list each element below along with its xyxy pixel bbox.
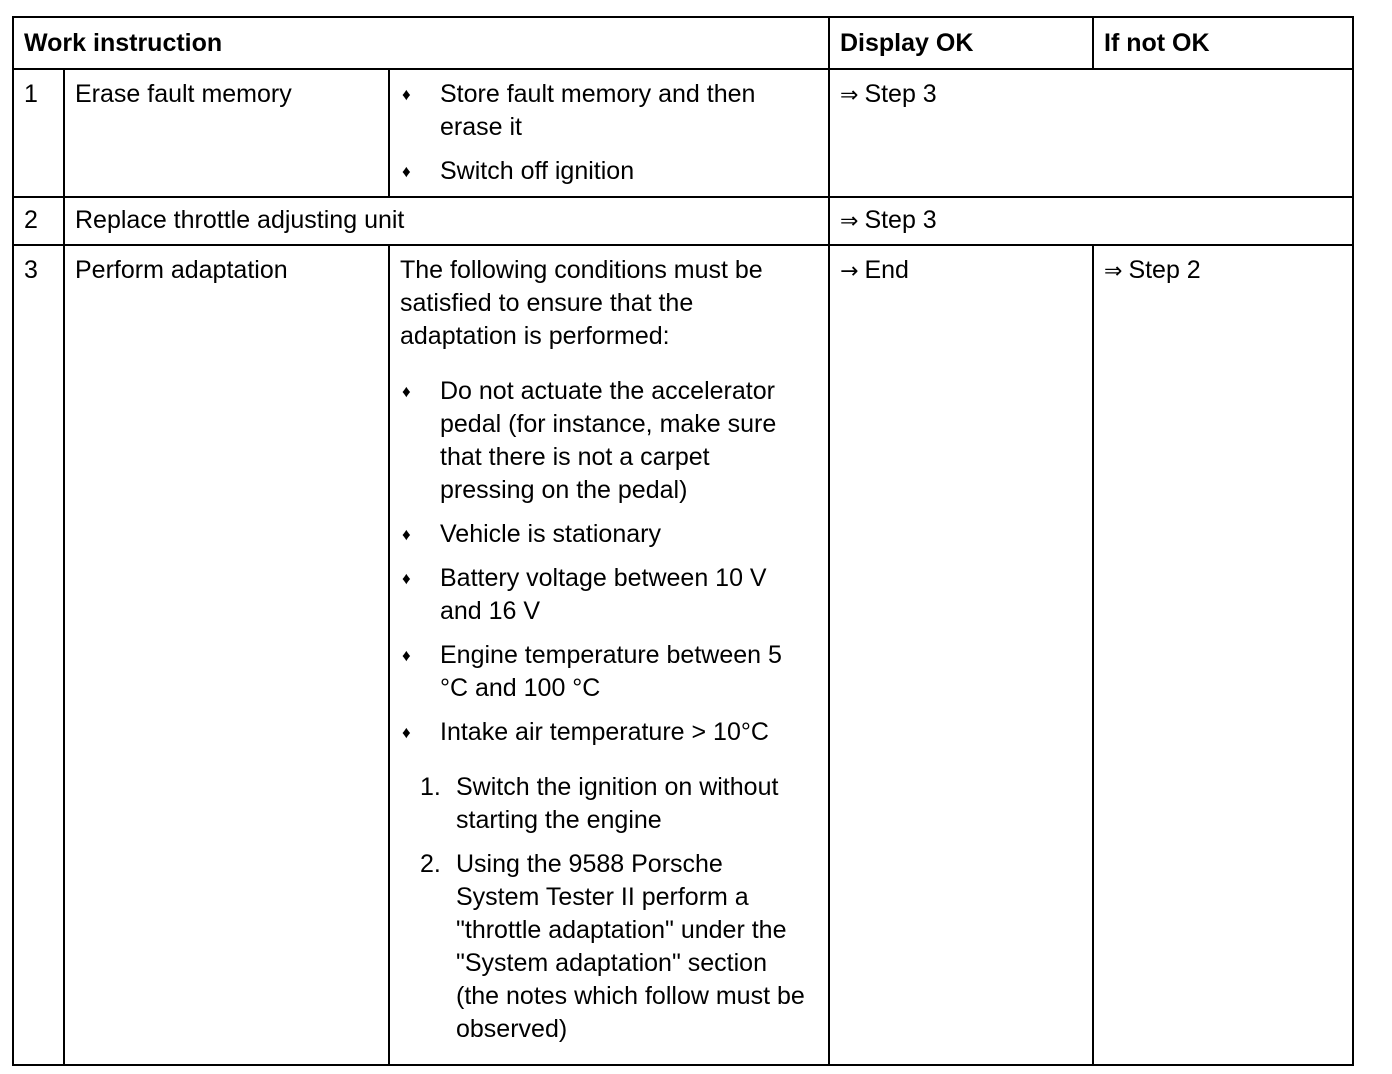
condition-text: Do not actuate the accelerator pedal (for instance, make sure that there is not a carpet pressing on the pedal) [440, 377, 777, 504]
diamond-bullet-icon: ♦ [402, 162, 411, 181]
list-item [400, 716, 810, 749]
table-row-step-3 [13, 245, 1353, 1065]
condition-text: Engine temperature between 5 °C and 100 °C [440, 641, 782, 702]
diamond-bullet-icon: ♦ [402, 569, 411, 588]
step-number: 2 [13, 197, 64, 245]
header-display-ok: Display OK [829, 17, 1093, 69]
table-header-row [13, 17, 1353, 69]
display-ok-result [829, 197, 1353, 245]
action-text: Store fault memory and then erase it [440, 80, 756, 141]
list-item [400, 639, 810, 705]
list-item [400, 562, 810, 628]
diamond-bullet-icon: ♦ [402, 723, 411, 742]
conditions-intro: The following conditions must be satisfied to ensure that the adaptation is performed: [400, 256, 763, 350]
double-arrow-right-icon: ⇒ [1104, 259, 1123, 284]
list-item [400, 78, 818, 144]
conditions-cell [389, 245, 829, 1065]
step-number: 1 [13, 69, 64, 197]
condition-text: Battery voltage between 10 V and 16 V [440, 564, 767, 625]
step-marker: 1. [420, 773, 441, 801]
diamond-bullet-icon: ♦ [402, 85, 411, 104]
diamond-bullet-icon: ♦ [402, 525, 411, 544]
result-text: Step 2 [1128, 256, 1201, 284]
procedure-text: Using the 9588 Porsche System Tester II perform a "throttle adaptation" under the "System adaptation" section (the notes which follow must be observed) [456, 850, 805, 1043]
if-not-ok-result [1093, 245, 1353, 1065]
table-row-step-1 [13, 69, 1353, 197]
procedure-text: Switch the ignition on without starting the engine [456, 773, 779, 834]
result-text: Step 3 [864, 80, 937, 108]
header-work-instruction: Work instruction [13, 17, 829, 69]
procedure-steps [400, 771, 810, 1046]
list-item [400, 771, 810, 837]
result-text: Step 3 [864, 206, 937, 234]
header-if-not-ok: If not OK [1093, 17, 1353, 69]
diamond-bullet-icon: ♦ [402, 646, 411, 665]
task-label: Replace throttle adjusting unit [64, 197, 829, 245]
work-instruction-table [12, 16, 1354, 1066]
task-label: Perform adaptation [64, 245, 389, 1065]
step-number: 3 [13, 245, 64, 1065]
list-item [400, 155, 818, 188]
action-text: Switch off ignition [440, 157, 635, 185]
display-ok-result [829, 69, 1353, 197]
result-text: End [864, 256, 909, 284]
action-cell [389, 69, 829, 197]
action-list [400, 78, 818, 188]
conditions-list [400, 375, 810, 749]
step-marker: 2. [420, 850, 441, 878]
double-arrow-right-icon: ⇒ [840, 209, 859, 234]
list-item [400, 848, 810, 1046]
condition-text: Vehicle is stationary [440, 520, 661, 548]
diamond-bullet-icon: ♦ [402, 382, 411, 401]
list-item [400, 518, 810, 551]
double-arrow-right-icon: ⇒ [840, 83, 859, 108]
arrow-right-icon: → [840, 259, 859, 284]
task-label: Erase fault memory [64, 69, 389, 197]
condition-text: Intake air temperature > 10°C [440, 718, 769, 746]
list-item [400, 375, 810, 507]
table-row-step-2 [13, 197, 1353, 245]
display-ok-result [829, 245, 1093, 1065]
